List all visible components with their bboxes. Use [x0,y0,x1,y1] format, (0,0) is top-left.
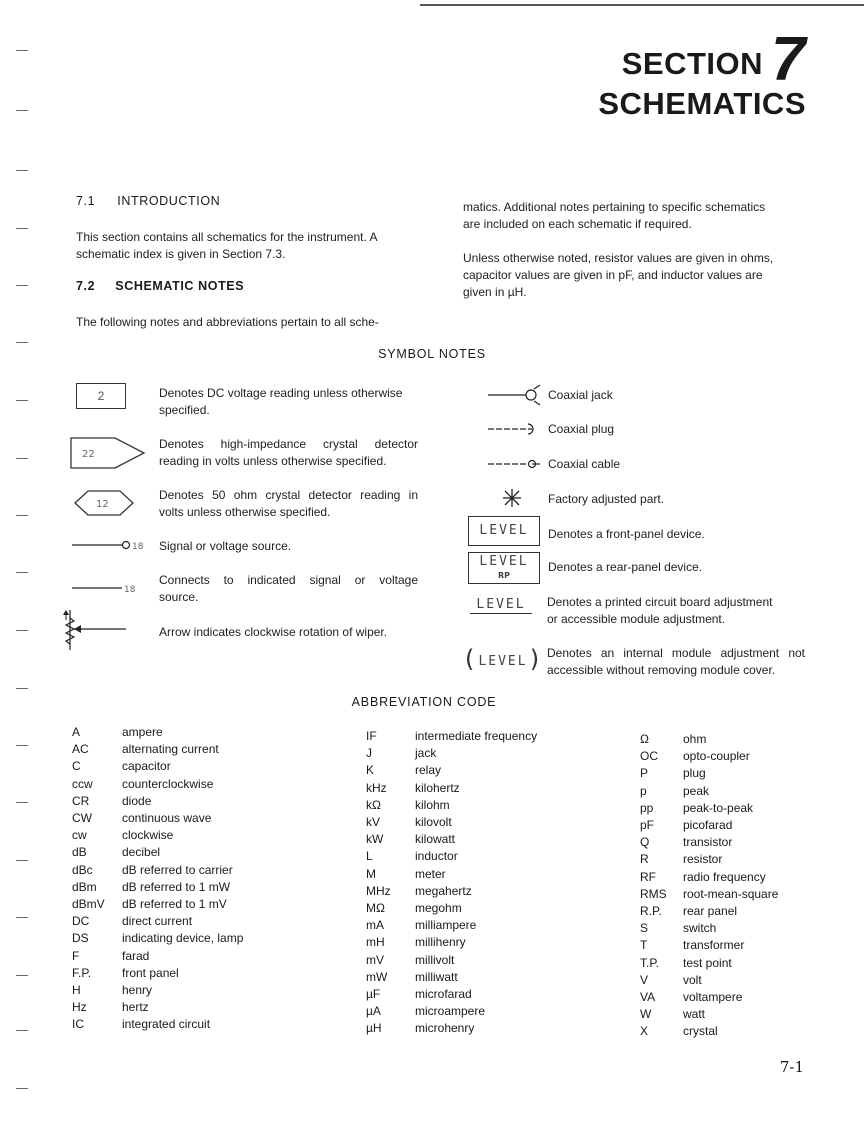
abbreviation-meaning: continuous wave [122,811,212,825]
abbreviation-meaning: jack [415,746,437,761]
icon-subglyph: RP [497,571,511,580]
symbol-note-line: reading in volts unless otherwise specified. [159,454,387,468]
abbreviation-code: VA [640,990,656,1004]
abbreviation-code: A [72,725,81,739]
symbol-note-line: accessible without removing module cover. [547,663,776,677]
abbreviation-meaning: kilowatt [415,832,456,847]
notes-line: Unless otherwise noted, resistor values are given in ohms, [463,251,774,265]
abbreviation-code: DS [72,931,89,946]
abbreviation-code: CR [72,793,90,808]
abbreviation-code: K [366,763,375,778]
abbreviation-code: cw [72,828,87,843]
notes-line: matics. Additional notes pertaining to specific schematics [463,200,766,214]
abbreviation-code: V [640,972,649,987]
abbreviation-meaning: kilohm [415,797,450,812]
top-rule [420,4,864,6]
symbol-note-line: volts unless otherwise specified. [159,505,331,519]
symbol-note-50-ohm [159,487,418,521]
icon-glyph: 12 [96,499,109,510]
pcb-adjust-underline-icon [470,596,532,614]
abbreviation-meaning: dB referred to carrier [122,862,233,877]
abbreviation-meaning: capacitor [122,759,171,774]
abbreviation-code: ccw [72,776,93,791]
abbreviation-meaning: microhenry [415,1021,475,1036]
abbreviation-meaning: ampere [122,725,163,739]
symbol-note-dc [159,385,419,419]
intro-heading [76,194,220,208]
abbreviation-meaning: plug [683,766,706,781]
abbreviation-meaning: kilovolt [415,815,452,829]
notes-heading-text: SCHEMATIC NOTES [115,279,245,293]
abbreviation-meaning: front panel [122,965,179,980]
abbreviation-code: IC [72,1017,84,1032]
abbreviation-meaning: peak [683,783,710,798]
abbreviation-meaning: transformer [683,938,745,953]
abbreviation-code: kHz [366,780,387,795]
symbol-notes-title: SYMBOL NOTES [378,347,486,361]
abbreviation-meaning: diode [122,793,152,808]
section-number: 7 [771,25,806,94]
abbreviation-code: mH [366,935,385,950]
abbreviation-code: X [640,1024,649,1039]
icon-glyph: LEVEL [479,554,529,569]
abbreviation-column-3 [640,732,840,1052]
symbol-note-internal-adjust [547,645,805,679]
dc-voltage-box-icon [76,383,126,409]
notes-paragraph-left: The following notes and abbreviations pertain to all sche- [76,315,379,329]
abbreviation-meaning: peak-to-peak [683,800,754,815]
abbreviation-code: kΩ [366,797,381,812]
abbreviation-meaning: resistor [683,852,723,867]
abbreviation-meaning: clockwise [122,828,174,843]
page-title: SCHEMATICS [598,86,806,121]
abbreviation-meaning: milliampere [415,918,477,933]
abbreviation-meaning: decibel [122,845,161,860]
icon-glyph: LEVEL [479,523,529,538]
abbreviation-meaning: dB referred to 1 mV [122,897,227,911]
symbol-note-signal-source: Signal or voltage source. [159,539,292,553]
abbreviation-meaning: volt [683,972,702,987]
abbreviation-code: mV [366,952,384,967]
intro-line: schematic index is given in Section 7.3. [76,247,286,261]
abbreviation-meaning: rear panel [683,904,738,918]
high-impedance-detector-icon [70,437,146,469]
symbol-note-factory-adjusted: Factory adjusted part. [548,492,665,506]
abbreviation-meaning: hertz [122,1000,149,1015]
abbreviation-code: IF [366,729,377,743]
abbreviation-meaning: relay [415,763,442,778]
abbreviation-meaning: kilohertz [415,780,460,795]
abbreviation-code: DC [72,914,90,929]
icon-glyph: LEVEL [476,597,526,612]
abbreviation-meaning: dB referred to 1 mW [122,879,231,894]
abbreviation-code: Hz [72,1000,87,1015]
abbreviation-code: J [366,746,372,761]
abbreviation-code: P [640,766,649,781]
abbreviation-code: RMS [640,886,667,901]
intro-line: This section contains all schematics for the instrument. A [76,230,378,244]
abbreviation-code: dB [72,845,87,860]
icon-glyph: 22 [82,449,95,460]
abbreviation-code: R [640,852,649,867]
notes-line: capacitor values are given in pF, and inductor values are [463,268,763,282]
abbreviation-meaning: milliwatt [415,969,458,984]
abbreviation-meaning: meter [415,866,446,881]
icon-glyph: 18 [124,585,136,595]
wiper-arrow-icon [62,608,128,652]
symbol-note-line: Denotes high-impedance crystal detector [159,437,418,451]
abbreviation-meaning: watt [683,1007,706,1022]
intro-paragraph [76,229,421,263]
symbol-note-line: or accessible module adjustment. [547,612,726,626]
symbol-note-connect [159,572,418,606]
abbreviation-code: L [366,849,373,864]
abbreviation-meaning: transistor [683,835,733,850]
abbreviation-meaning: counterclockwise [122,776,214,791]
abbreviation-meaning: opto-coupler [683,749,750,764]
notes-heading-num: 7.2 [76,279,96,293]
abbreviation-code: OC [640,749,658,764]
internal-adjust-paren-icon: (LEVEL) [462,645,545,673]
abbreviation-code: mA [366,918,384,933]
symbol-note-line: source. [159,590,199,604]
intro-heading-num: 7.1 [76,194,96,208]
abbreviation-meaning: alternating current [122,742,219,757]
abbreviation-meaning: voltampere [683,990,743,1004]
abbreviation-meaning: millihenry [415,935,466,950]
abbreviation-code: AC [72,742,89,757]
abbreviation-meaning: crystal [683,1024,718,1039]
coaxial-plug-icon [488,421,544,437]
abbreviation-column-2 [366,729,606,1049]
symbol-note-line: Denotes DC voltage reading unless otherwise [159,386,403,400]
notes-heading [76,279,244,293]
abbreviation-meaning: microampere [415,1004,486,1019]
abbreviation-code: CW [72,811,92,825]
abbreviation-code: S [640,921,649,936]
abbreviation-meaning: direct current [122,914,193,929]
abbreviation-code: µF [366,987,381,1001]
symbol-note-high-impedance [159,436,418,470]
symbol-note-line: Denotes a printed circuit board adjustment [547,595,773,609]
abbreviation-code: W [640,1007,652,1022]
symbol-note-front-panel: Denotes a front-panel device. [548,527,705,541]
abbreviation-code: F [72,948,80,963]
abbreviation-meaning: farad [122,948,150,963]
coaxial-cable-icon [488,456,544,472]
notes-line: given in µH. [463,285,527,299]
abbreviation-code: MΩ [366,901,385,915]
rear-panel-box-icon [468,552,540,584]
intro-heading-text: INTRODUCTION [117,194,221,208]
abbreviation-code: kW [366,832,384,847]
abbreviation-code: Ω [640,732,649,746]
abbreviation-code: pF [640,818,655,832]
abbreviation-meaning: megahertz [415,883,472,898]
abbreviation-code: T [640,938,648,953]
abbreviation-meaning: millivolt [415,952,455,967]
abbreviation-code: MHz [366,883,391,898]
page-number: 7-1 [779,1058,804,1076]
abbreviation-meaning: henry [122,983,153,997]
symbol-note-line: Denotes an internal module adjustment not [547,646,805,660]
abbreviation-code: dBmV [72,897,105,911]
abbreviation-meaning: picofarad [683,818,733,832]
abbreviation-code: RF [640,869,656,884]
symbol-note-coaxial-cable: Coaxial cable [548,457,621,471]
signal-connect-icon [72,580,152,596]
abbreviation-code: µH [366,1021,382,1036]
section-word: SECTION [621,46,764,81]
abbreviation-code: p [640,783,647,798]
abbreviation-code: Q [640,835,650,850]
abbreviation-code: R.P. [640,904,662,918]
abbreviation-meaning: test point [683,955,732,970]
icon-glyph: LEVEL [478,654,528,669]
abbreviation-meaning: inductor [415,849,458,864]
symbol-note-line: specified. [159,403,210,417]
icon-glyph: 2 [97,389,105,403]
abbreviation-column-1 [72,725,342,1045]
abbreviation-meaning: integrated circuit [122,1017,211,1032]
front-panel-box-icon [468,516,540,546]
abbreviation-meaning: intermediate frequency [415,729,538,743]
abbreviation-code: mW [366,969,388,984]
abbreviation-code: kV [366,815,381,829]
abbreviation-code: H [72,983,81,997]
section-title-block [598,25,806,122]
symbol-note-coaxial-plug: Coaxial plug [548,422,615,436]
abbreviation-meaning: radio frequency [683,869,766,884]
symbol-note-pcb-adjust [547,594,772,628]
symbol-note-line: Connects to indicated signal or voltage [159,573,418,587]
abbreviation-code: dBc [72,862,93,877]
symbol-note-wiper: Arrow indicates clockwise rotation of wiper. [159,625,388,639]
abbreviation-code: T.P. [640,955,660,970]
abbreviation-meaning: microfarad [415,987,472,1001]
coaxial-jack-icon [488,385,544,405]
50-ohm-detector-icon [74,490,134,516]
abbreviation-code-title: ABBREVIATION CODE [351,695,497,709]
abbreviation-meaning: megohm [415,901,462,915]
notes-paragraph-right-2 [463,250,808,301]
abbreviation-code: C [72,759,81,774]
symbol-note-rear-panel: Denotes a rear-panel device. [548,560,703,574]
symbol-note-coaxial-jack: Coaxial jack [548,388,613,402]
notes-line: are included on each schematic if required. [463,217,692,231]
abbreviation-meaning: switch [683,921,717,936]
icon-glyph: 18 [132,542,144,552]
abbreviation-meaning: indicating device, lamp [122,931,244,946]
abbreviation-code: µA [366,1004,381,1019]
abbreviation-code: pp [640,800,654,815]
symbol-note-line: Denotes 50 ohm crystal detector reading in [159,488,418,502]
abbreviation-code: M [366,866,376,881]
signal-source-icon [72,537,152,553]
abbreviation-code: F.P. [72,965,92,980]
abbreviation-code: dBm [72,879,97,894]
abbreviation-meaning: ohm [683,732,707,746]
abbreviation-meaning: root-mean-square [683,886,779,901]
notes-paragraph-right-1 [463,199,808,233]
asterisk-icon [502,488,522,508]
